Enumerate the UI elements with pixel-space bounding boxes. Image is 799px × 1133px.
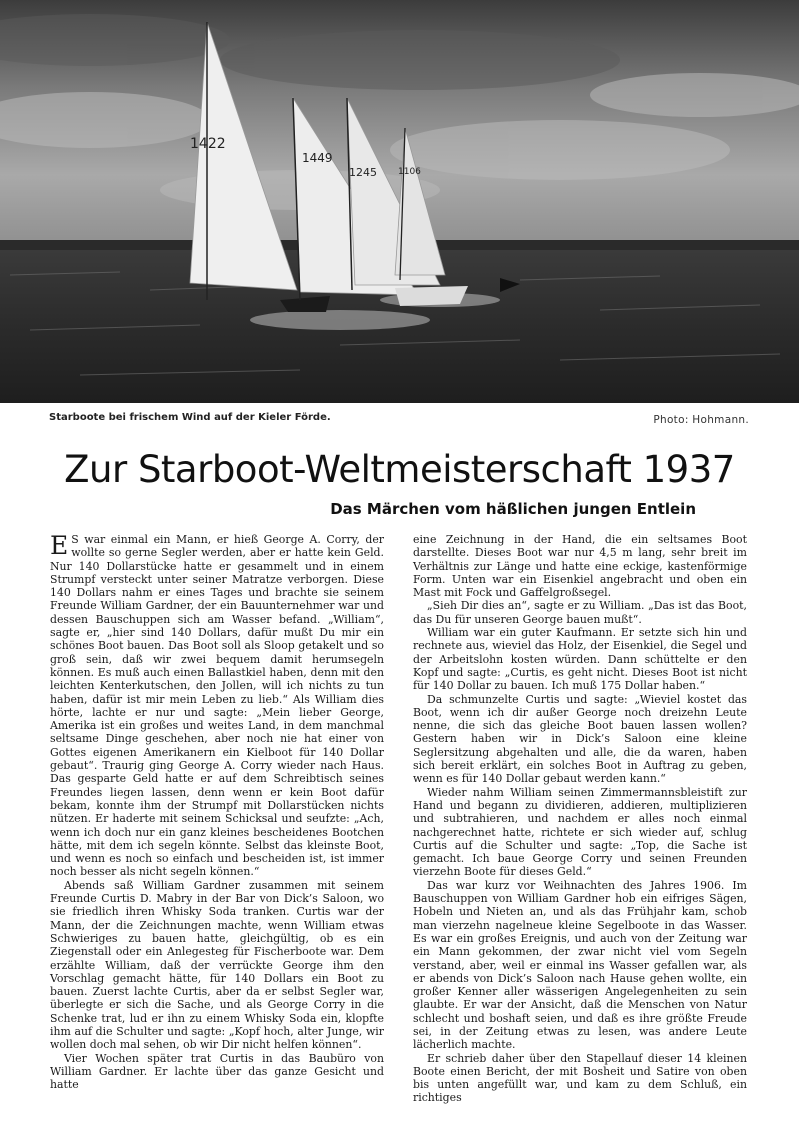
sail-number: 1106 [398, 167, 421, 177]
paragraph: Er schrieb daher über den Stapellauf dieser 14 kleinen Boote einen Bericht, der mit Bosheit und Satire von oben bis unten angefüllt war, und kam zu dem Schluß, ein richtiges [413, 1051, 747, 1105]
paragraph: „Sieh Dir dies an“, sagte er zu William. „Das ist das Boot, das Du für unseren George bauen mußt“. [413, 599, 747, 626]
paragraph: Abends saß William Gardner zusammen mit seinem Freunde Curtis D. Mabry in der Bar von Dick’s Saloon, wo sie friedlich ihren Whisky Soda tranken. Curtis war der Mann, der die Zeichnungen machte, wenn William etwas Schwieriges zu bauen hatte, gleichgültig, ob es ein Ziegenstall oder ein Anlegesteg für Fischerboote war. Dem erzählte William, daß der verrückte George ihm den Vorschlag gemacht hätte, für 140 Dollars ein Boot zu bauen. Zuerst lachte Curtis, aber da er selbst Segler war, überlegte er sich die Sache, und als George Corry in die Schenke trat, lud er ihn zu einem Whisky Soda ein, klopfte ihm auf die Schulter und sagte: „Kopf hoch, alter Junge, wir wollen doch mal sehen, ob wir Dir nicht helfen können“. [50, 878, 384, 1052]
sailing-photo [0, 0, 799, 403]
sail-number: 1422 [190, 136, 226, 152]
drop-cap: E [50, 531, 69, 560]
text-column-right [413, 533, 747, 1105]
article-subtitle: Das Märchen vom häßlichen jungen Entlein [330, 500, 696, 518]
photo-caption: Starboote bei frischem Wind auf der Kieler Förde. [49, 412, 331, 423]
sail-number: 1245 [349, 166, 377, 179]
paragraph-text: S war einmal ein Mann, er hieß George A. Corry, der wollte so gerne Segler werden, aber er hatte kein Geld. Nur 140 Dollarstücke hatte er gesammelt und in einem Strumpf versteckt unter seiner Matratze verborgen. Diese 140 Dollars nahm er eines Tages und brachte sie seinem Freunde William Gardner, der ein Bauunternehmer war und dessen Bauschuppen sich am Wasser befand. „William“, sagte er, „hier sind 140 Dollars, dafür mußt Du mir ein schönes Boot bauen. Das Boot soll als Sloop getakelt und so groß sein, daß wir zwei bequem damit herumsegeln können. Es muß auch einen Ballastkiel haben, denn mit den leichten Kenterkutschen, den Jollen, will ich nichts zu tun haben, dafür ist mir mein Leben zu lieb.“ Als William dies hörte, lachte er nur und sagte: „Mein lieber George, Amerika ist ein großes und weites Land, in dem manchmal seltsame Dinge geschehen, aber noch nie hat einer von Gottes eigenen Amerikanern ein Kielboot für 140 Dollar gebaut“. Traurig ging George A. Corry wieder nach Haus. Das gesparte Geld hatte er auf dem Schreibtisch seines Freundes liegen lassen, denn wenn er kein Boot dafür bekam, konnte ihm der Strumpf mit Dollarstücken nichts nützen. Er haderte mit seinem Schicksal und seufzte: „Ach, wenn ich doch nur ein ganz kleines bescheidenes Bootchen hätte, mit dem ich segeln könnte. Selbst das kleinste Boot, und wenn es noch so einfach und bescheiden ist, ist immer noch besser als nicht segeln können.“ [50, 533, 384, 879]
paragraph: Das war kurz vor Weihnachten des Jahres 1906. Im Bauschuppen von William Gardner hob ein eifriges Sägen, Hobeln und Nieten an, und als das Frühjahr kam, schob man vierzehn nagelneue kleine Segelboote in das Wasser. Es war ein großes Ereignis, und auch von der Zeitung war ein Mann gekommen, der zwar nicht viel vom Segeln verstand, aber, weil er einmal ins Wasser gefallen war, als er abends von Dick’s Saloon nach Hause gehen wollte, ein großer Kenner aller wässerigen Angelegenheiten zu sein glaubte. Er war der Ansicht, daß die Menschen von Natur schlecht und boshaft seien, und daß es ihre größte Freude sei, in der Zeitung etwas zu lesen, was andere Leute lächerlich machte. [413, 878, 747, 1052]
paragraph: Da schmunzelte Curtis und sagte: „Wieviel kostet das Boot, wenn ich dir außer George noch dreizehn Leute nenne, die sich das gleiche Boot bauen lassen wollen? Gestern haben wir in Dick’s Saloon eine kleine Seglersitzung abgehalten und alle, die da waren, haben sich bereit erklärt, ein solches Boot in Auftrag zu geben, wenn es für 140 Dollar gebaut werden kann.“ [413, 692, 747, 786]
paragraph [50, 533, 384, 879]
text-column-left [50, 533, 384, 1091]
paragraph: William war ein guter Kaufmann. Er setzte sich hin und rechnete aus, wieviel das Holz, der Eisenkiel, die Segel und der Arbeitslohn kosten würden. Dann schüttelte er den Kopf und sagte: „Curtis, es geht nicht. Dieses Boot ist nicht für 140 Dollar zu bauen. Ich muß 175 Dollar haben.“ [413, 626, 747, 693]
paragraph: eine Zeichnung in der Hand, die ein seltsames Boot darstellte. Dieses Boot war nur 4,5 m lang, sehr breit im Verhältnis zur Länge und hatte eine eckige, kastenförmige Form. Unten war ein Eisenkiel angebracht und oben ein Mast mit Fock und Gaffelgroßsegel. [413, 533, 747, 600]
sail-number: 1449 [302, 151, 333, 165]
paragraph: Wieder nahm William seinen Zimmermannsbleistift zur Hand und begann zu dividieren, addieren, multiplizieren und subtrahieren, und nachdem er alles noch einmal nachgerechnet hatte, richtete er sich wieder auf, schlug Curtis auf die Schulter und sagte: „Top, die Sache ist gemacht. Ich baue George Corry und seinen Freunden vierzehn Boote für dieses Geld.“ [413, 785, 747, 879]
photo-credit: Photo: Hohmann. [653, 414, 749, 426]
article-title: Zur Starboot-Weltmeisterschaft 1937 [64, 448, 735, 491]
paragraph: Vier Wochen später trat Curtis in das Baubüro von William Gardner. Er lachte über das ganze Gesicht und hatte [50, 1051, 384, 1092]
